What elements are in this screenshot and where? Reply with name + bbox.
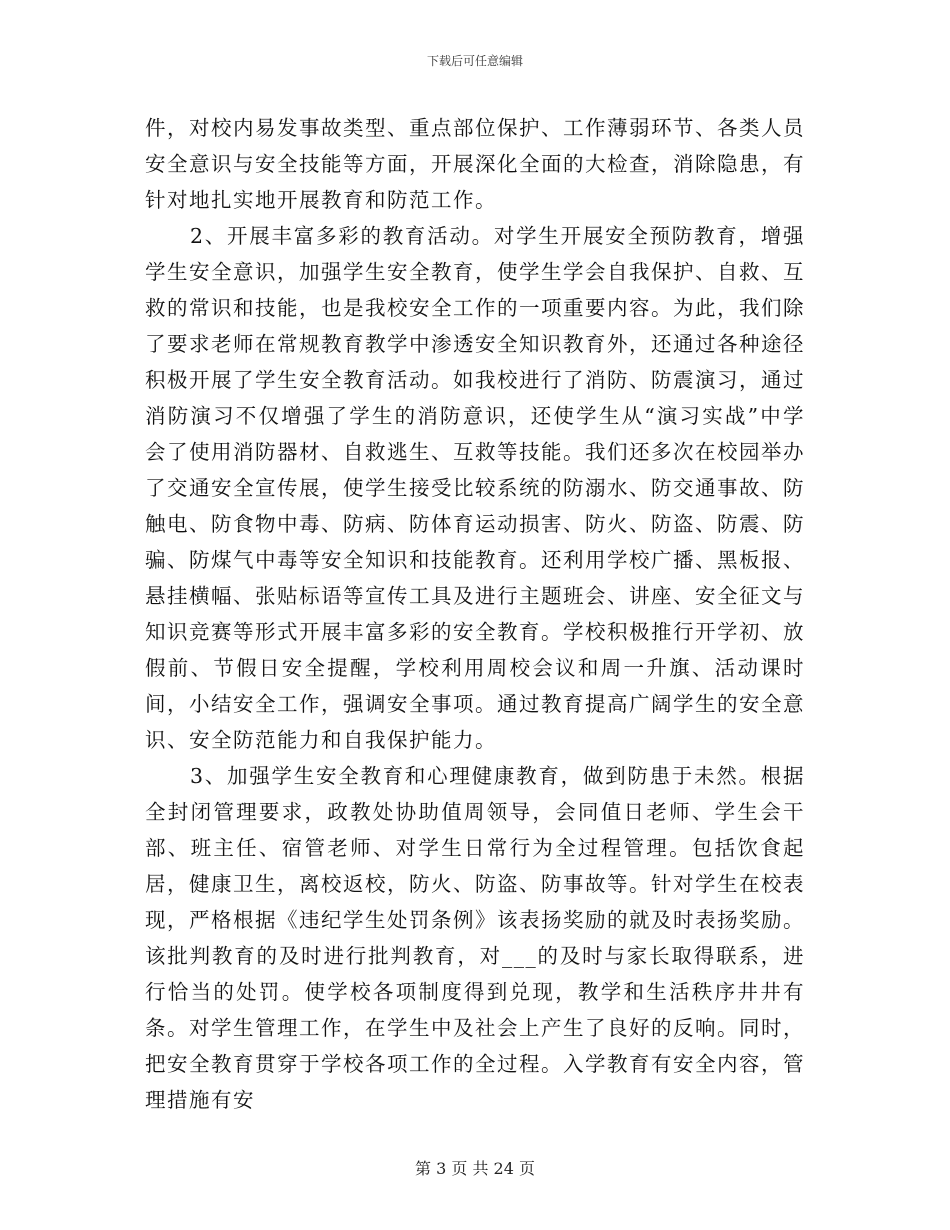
page-footer: 第 3 页 共 24 页 (415, 1159, 535, 1178)
page-header: 下载后可任意编辑 (426, 54, 523, 68)
paragraph-safety-mental-health: 3、加强学生安全教育和心理健康教育，做到防患于未然。根据全封闭管理要求，政教处协助值周领导，会同值日老师、学生会干部、班主任、宿管老师、对学生日常行为全过程管理。包括饮食起居，健康卫生，离校返校，防火、防盗、防事故等。针对学生在校表现，严格根据《违纪学生处罚条例》该表扬奖励的就及时表扬奖励。该批判教育的及时进行批判教育，对___的及时与家长取得联系，进行恰当的处罚。使学校各项制度得到兑现，教学和生活秩序井井有条。对学生管理工作，在学生中及社会上产生了良好的反响。同时，把安全教育贯穿于学校各项工作的全过程。入学教育有安全内容，管理措施有安 (145, 764, 805, 1112)
document-body (145, 110, 805, 1118)
paragraph-education-activities: 2、开展丰富多彩的教育活动。对学生开展安全预防教育，增强学生安全意识，加强学生安全教育，使学生学会自我保护、自救、互救的常识和技能，也是我校安全工作的一项重要内容。为此，我们除了要求老师在常规教育教学中渗透安全知识教育外，还通过各种途径积极开展了学生安全教育活动。如我校进行了消防、防震演习，通过消防演习不仅增强了学生的消防意识，还使学生从“演习实战”中学会了使用消防器材、自救逃生、互救等技能。我们还多次在校园举办了交通安全宣传展，使学生接受比较系统的防溺水、防交通事故、防触电、防食物中毒、防病、防体育运动损害、防火、防盗、防震、防骗、防煤气中毒等安全知识和技能教育。还利用学校广播、黑板报、悬挂横幅、张贴标语等宣传工具及进行主题班会、讲座、安全征文与知识竞赛等形式开展丰富多彩的安全教育。学校积极推行开学初、放假前、节假日安全提醒，学校利用周校会议和周一升旗、活动课时间，小结安全工作，强调安全事项。通过教育提高广阔学生的安全意识、安全防范能力和自我保护能力。 (145, 224, 805, 752)
paragraph-continuation: 件，对校内易发事故类型、重点部位保护、工作薄弱环节、各类人员安全意识与安全技能等方面，开展深化全面的大检查，消除隐患，有针对地扎实地开展教育和防范工作。 (145, 116, 805, 212)
